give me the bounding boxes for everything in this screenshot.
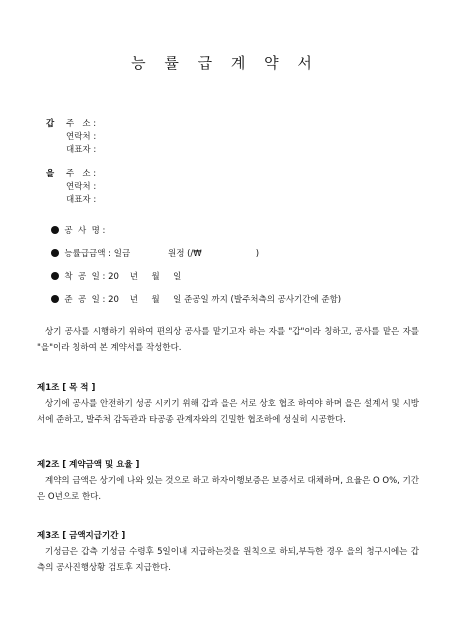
party-a-rep-label: 대표자 : [66, 145, 97, 155]
completion-date-line [46, 284, 341, 306]
party-b-rep-label: 대표자 : [66, 195, 97, 205]
party-a-address-label: 주 소 : [66, 119, 97, 129]
intro-paragraph: 상기 공사를 시행하기 위하여 편의상 공사를 맡기고자 하는 자를 "갑"이라 칭하고, 공사를 맡은 자를 "을"이라 칭하여 본 계약서를 작성한다. [37, 327, 419, 353]
contract-amount-text: 능률급금액 : 일금 원정 (/₩ ) [64, 249, 260, 259]
bullet-icon [51, 249, 59, 257]
party-a-tag: 갑 [46, 119, 55, 129]
completion-date-text: 준 공 일 : 20 년 월 일 준공일 까지 (발주처측의 공사기간에 준함) [64, 295, 342, 305]
party-b-contact-label: 연락처 : [66, 182, 97, 192]
article-2-heading: 제2조 [ 계약금액 및 요율 ] [37, 460, 140, 470]
start-date-line [46, 261, 181, 283]
bullet-icon [51, 272, 59, 280]
project-name-line [46, 215, 105, 237]
article-3-body: 기성금은 갑측 기성금 수령후 5일이내 지급하는것을 원칙으로 하되,부득한 경우 을의 청구시에는 갑측의 공사진행상황 검토후 지급한다. [37, 547, 419, 573]
start-date-text: 착 공 일 : 20 년 월 일 [64, 272, 182, 282]
project-name-text: 공 사 명 : [64, 226, 106, 236]
article-1-heading: 제1조 [ 목 적 ] [37, 383, 96, 393]
article-3-heading: 제3조 [ 금액지급기간 ] [37, 531, 126, 541]
party-a-contact-label: 연락처 : [66, 132, 97, 142]
bullet-icon [51, 226, 59, 234]
party-b-address-label: 주 소 : [66, 169, 97, 179]
article-1-body: 상기에 공사를 안전하기 성공 시키기 위해 갑과 을은 서로 상호 협조 하여야 하며 을은 설계서 및 시방서에 준하고, 발주처 감독관과 타공종 관계자와의 긴밀한 협조하에 성실히 시공한다. [37, 399, 419, 425]
bullet-icon [51, 295, 59, 303]
contract-amount-line [46, 238, 259, 260]
article-2-body: 계약의 금액은 상기에 나와 있는 것으로 하고 하자이행보증은 보증서로 대체하며, 요율은 O O%, 기간은 O년으로 한다. [37, 476, 420, 502]
document-title: 능 률 급 계 약 서 [131, 54, 319, 72]
party-b-tag: 을 [46, 169, 55, 179]
